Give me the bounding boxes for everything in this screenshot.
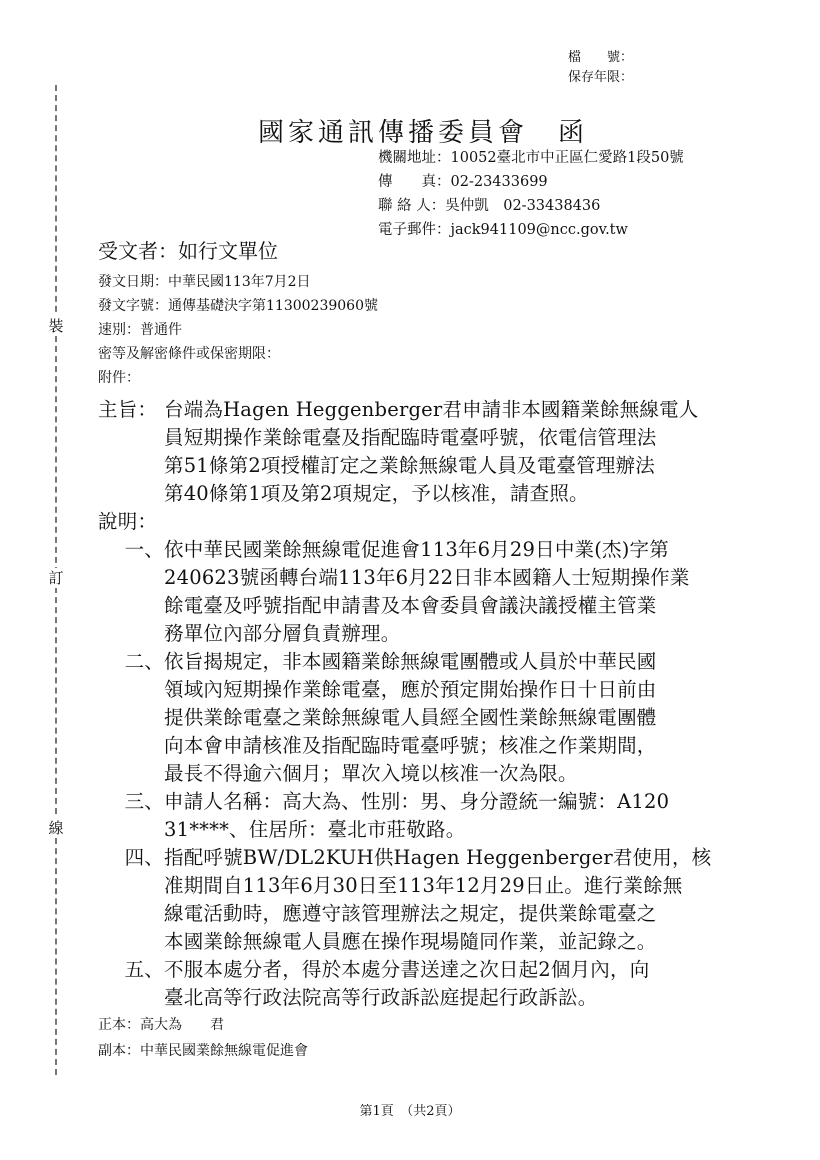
item-line: 務單位內部分層負責辦理。 — [164, 622, 401, 645]
item-line: 領域內短期操作業餘電臺，應於預定開始操作日十日前由 — [164, 678, 657, 701]
item-line: 依中華民國業餘無線電促進會113年6月29日中業(杰)字第 — [164, 538, 669, 561]
agency-fax: 傳 真：02-23433699 — [378, 174, 548, 190]
file-number-label: 檔 號： — [568, 50, 634, 65]
explanation-item — [117, 956, 711, 1012]
item-line: 指配呼號BW/DL2KUH供Hagen Heggenberger君使用，核 — [164, 846, 712, 869]
explanation-item — [117, 788, 711, 844]
item-line: 31****、住居所：臺北市莊敬路。 — [164, 818, 466, 841]
document-title: 國家通訊傳播委員會 函 — [258, 118, 589, 148]
item-line: 依旨揭規定，非本國籍業餘無線電團體或人員於中華民國 — [164, 650, 657, 673]
item-line: 本國業餘無線電人員應在操作現場隨同作業，並記錄之。 — [164, 930, 657, 953]
item-number: 五、 — [124, 958, 164, 981]
binding-mark-xian: 線 — [46, 818, 66, 838]
explanation-label: 說明： — [98, 510, 158, 533]
item-line: 向本會申請核准及指配臨時電臺呼號；核准之作業期間， — [164, 734, 657, 757]
subject-text — [164, 396, 699, 508]
item-text — [164, 648, 657, 788]
agency-email: 電子郵件：jack941109@ncc.gov.tw — [378, 222, 628, 238]
explanation-item — [117, 844, 711, 956]
item-line: 最長不得逾六個月；單次入境以核准一次為限。 — [164, 762, 578, 785]
item-number: 四、 — [124, 846, 164, 869]
agency-contact: 聯 絡 人：吳仲凱 02-33438436 — [378, 198, 601, 214]
recipient: 受文者：如行文單位 — [98, 239, 278, 263]
item-number: 一、 — [124, 538, 164, 561]
item-text — [164, 788, 669, 844]
explanation-item — [117, 536, 711, 648]
subject-line: 第40條第1項及第2項規定，予以核准，請查照。 — [164, 482, 589, 505]
copy-recipient: 副本：中華民國業餘無線電促進會 — [98, 1043, 308, 1059]
binding-mark-ding: 訂 — [46, 568, 66, 588]
item-line: 准期間自113年6月30日至113年12月29日止。進行業餘無 — [164, 874, 683, 897]
item-text — [164, 844, 711, 956]
explanation-item — [117, 648, 711, 788]
attachment: 附件： — [98, 370, 140, 386]
original-recipient: 正本：高大為 君 — [98, 1017, 224, 1033]
item-line: 不服本處分者，得於本處分書送達之次日起2個月內，向 — [164, 958, 650, 981]
item-line: 餘電臺及呼號指配申請書及本會委員會議決議授權主管業 — [164, 594, 657, 617]
distribution — [98, 1012, 308, 1064]
item-line: 提供業餘電臺之業餘無線電人員經全國性業餘無線電團體 — [164, 706, 657, 729]
item-line: 線電活動時，應遵守該管理辦法之規定，提供業餘電臺之 — [164, 902, 657, 925]
subject-line: 第51條第2項授權訂定之業餘無線電人員及電臺管理辦法 — [164, 454, 655, 477]
item-line: 240623號函轉台端113年6月22日非本國籍人士短期操作業 — [164, 566, 690, 589]
classification: 密等及解密條件或保密期限： — [98, 346, 280, 362]
retention-period-label: 保存年限： — [568, 70, 634, 85]
item-text — [164, 956, 649, 1012]
item-line: 申請人名稱：高大為、性別：男、身分證統一編號：A120 — [164, 790, 670, 813]
item-number: 三、 — [124, 790, 164, 813]
page-number: 第1頁 （共2頁） — [359, 1104, 461, 1119]
document-number: 發文字號：通傳基礎決字第11300239060號 — [98, 298, 378, 314]
agency-info — [378, 146, 684, 242]
subject-section — [98, 396, 699, 508]
binding-mark-zhuang: 裝 — [46, 316, 66, 336]
item-text — [164, 536, 690, 648]
subject-line: 員短期操作業餘電臺及指配臨時電臺呼號，依電信管理法 — [164, 426, 657, 449]
document-meta — [98, 270, 378, 390]
explanation-list — [117, 536, 711, 1012]
item-line: 臺北高等行政法院高等行政訴訟庭提起行政訴訟。 — [164, 986, 598, 1009]
item-number: 二、 — [124, 650, 164, 673]
delivery-speed: 速別：普通件 — [98, 322, 182, 338]
subject-line: 台端為Hagen Heggenberger君申請非本國籍業餘無線電人 — [164, 398, 699, 421]
issue-date: 發文日期：中華民國113年7月2日 — [98, 274, 311, 290]
agency-address: 機關地址：10052臺北市中正區仁愛路1段50號 — [378, 150, 684, 166]
subject-label: 主旨： — [98, 398, 158, 421]
